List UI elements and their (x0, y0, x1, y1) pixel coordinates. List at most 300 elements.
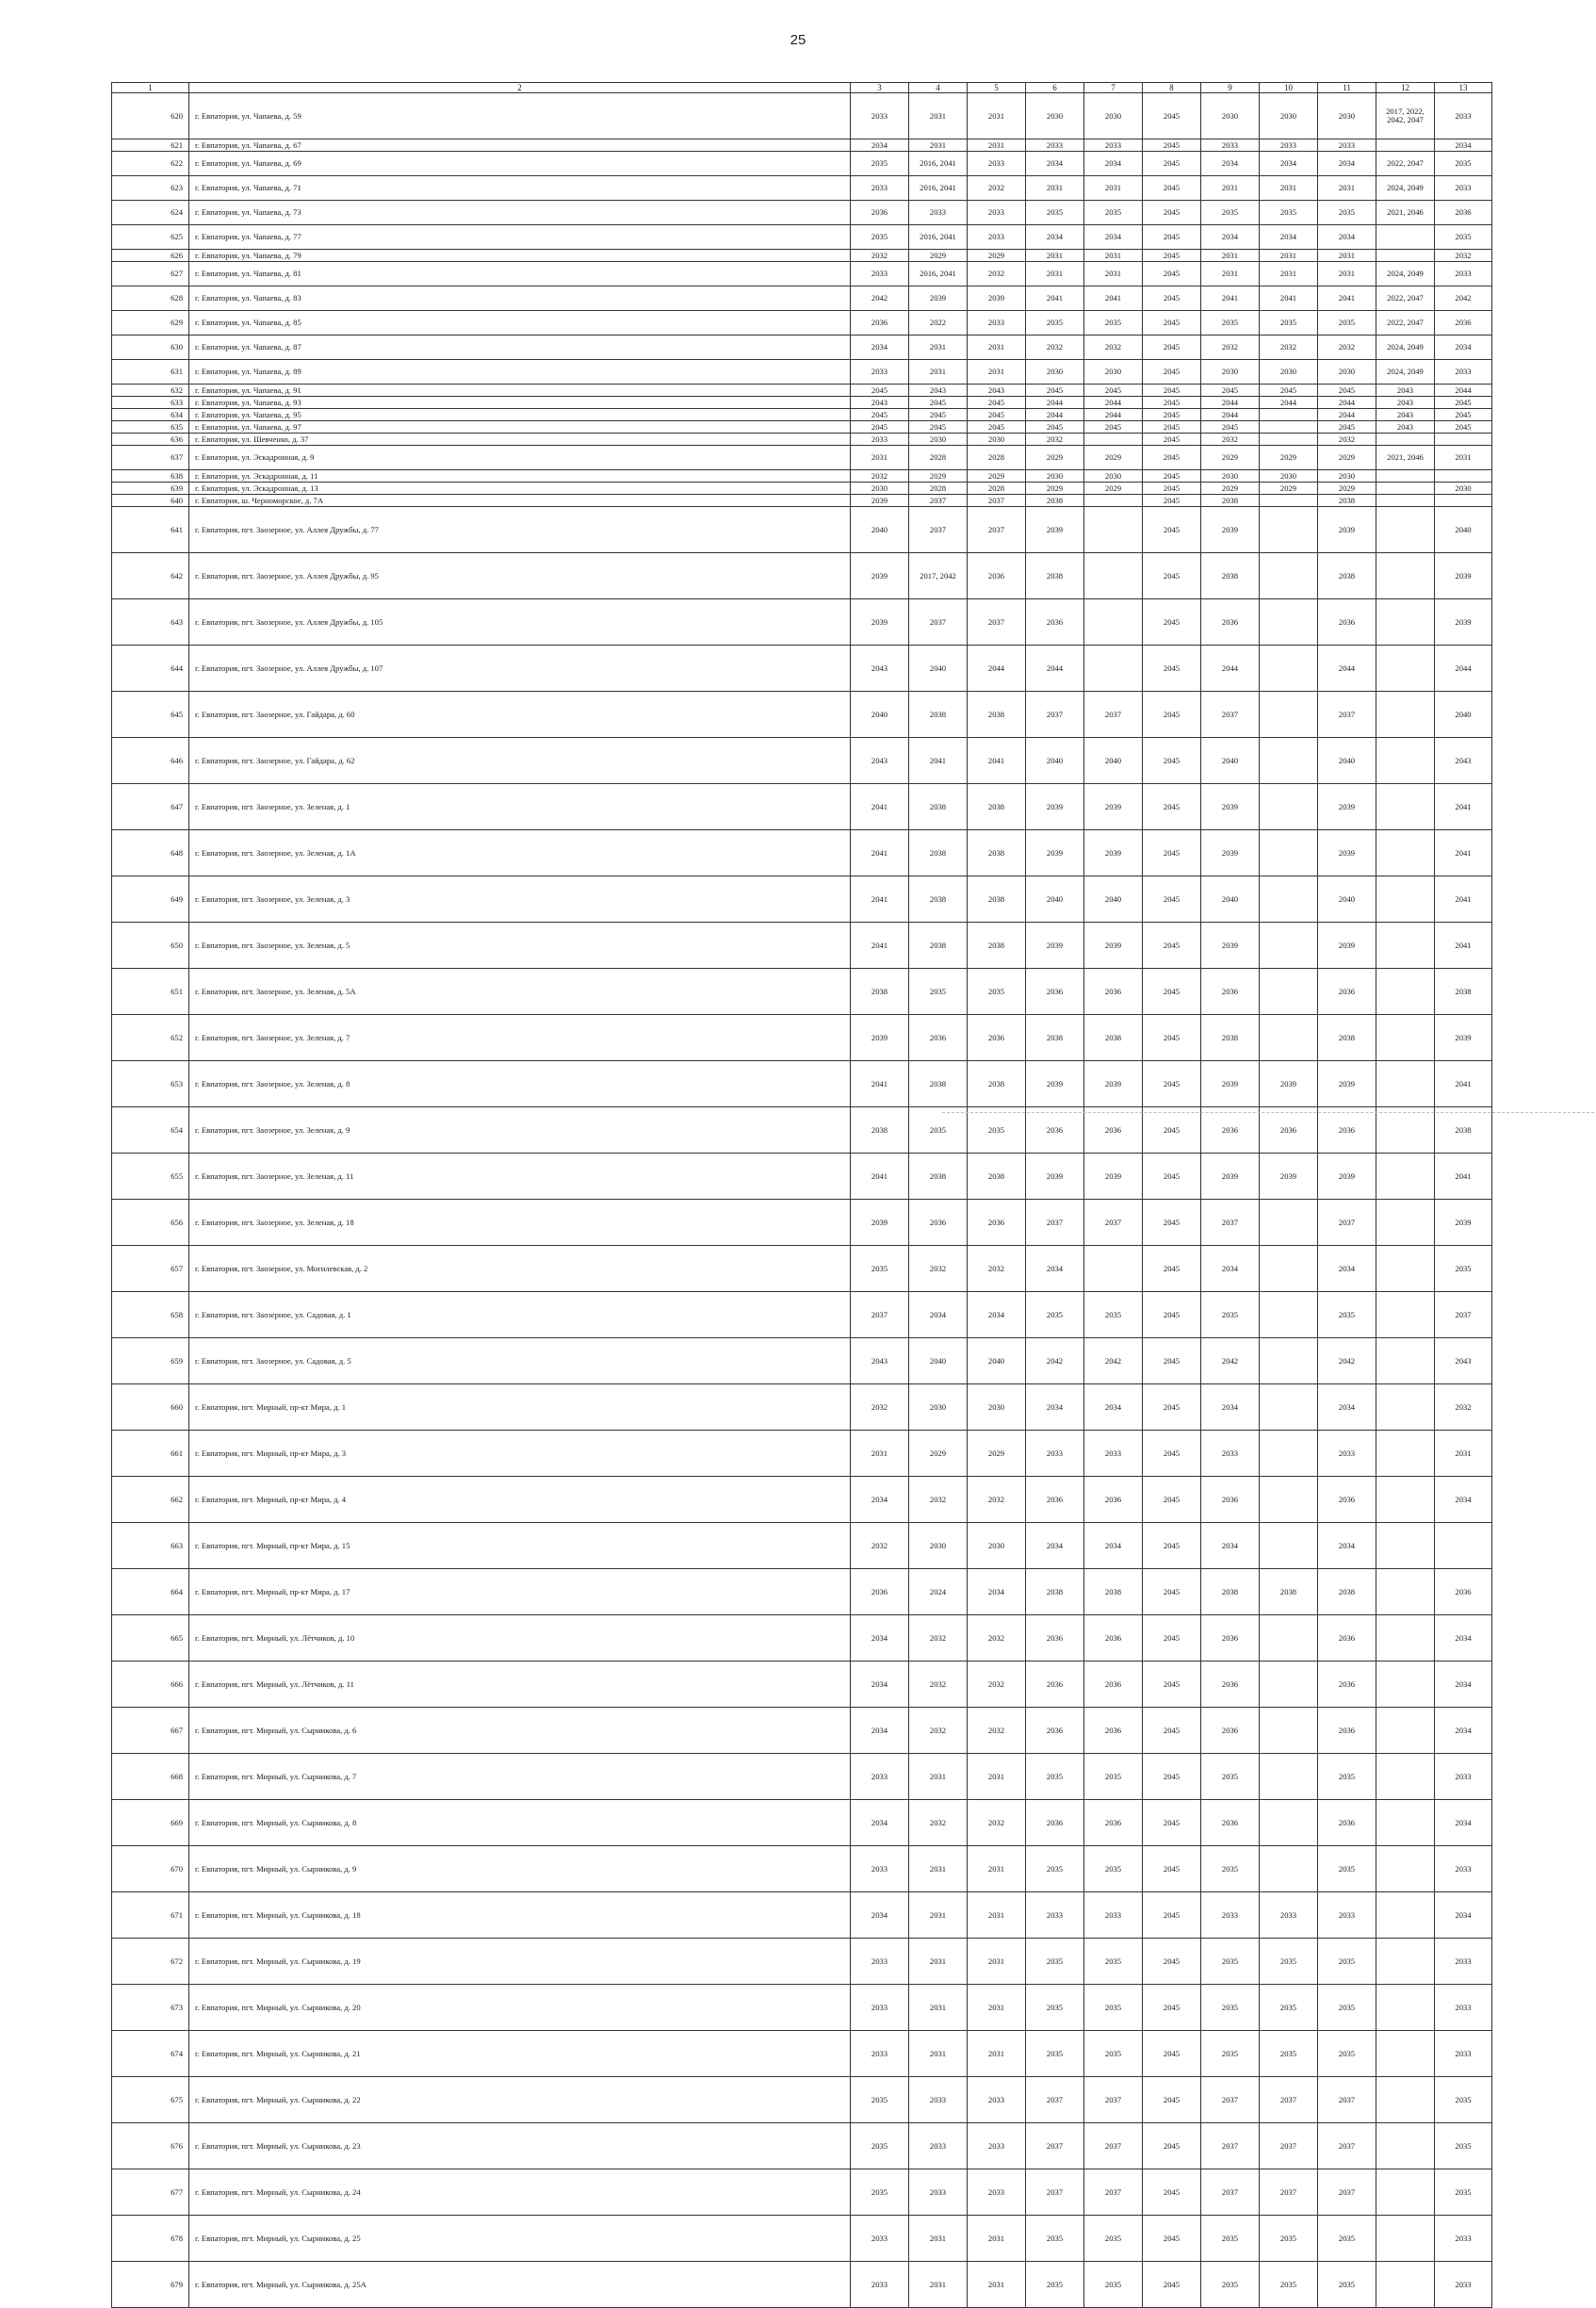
year-cell: 2033 (1026, 1892, 1084, 1939)
column-header: 4 (909, 83, 968, 93)
year-cell: 2045 (1143, 646, 1201, 692)
row-number: 669 (112, 1800, 189, 1846)
address-cell: г. Евпатория, пгт. Мирный, пр-кт Мира, д. 17 (189, 1569, 851, 1615)
year-cell: 2035 (1201, 1292, 1260, 1338)
year-cell: 2040 (909, 646, 968, 692)
year-cell (1376, 250, 1435, 262)
year-cell: 2044 (1435, 646, 1492, 692)
row-number: 623 (112, 176, 189, 201)
year-cell: 2029 (909, 1431, 968, 1477)
year-cell: 2035 (1318, 1754, 1376, 1800)
year-cell: 2034 (1026, 225, 1084, 250)
year-cell: 2035 (851, 152, 909, 176)
address-cell: г. Евпатория, ул. Эскадронная, д. 13 (189, 483, 851, 495)
year-cell: 2022 (909, 311, 968, 336)
year-cell: 2037 (1260, 2077, 1318, 2123)
table-row (112, 201, 1492, 225)
year-cell: 2036 (851, 311, 909, 336)
year-cell: 2033 (851, 360, 909, 385)
address-cell: г. Евпатория, пгт. Заозерное, ул. Аллея Дружбы, д. 105 (189, 599, 851, 646)
row-number: 677 (112, 2169, 189, 2216)
year-cell: 2037 (1318, 1200, 1376, 1246)
year-cell: 2029 (909, 250, 968, 262)
address-cell: г. Евпатория, пгт. Мирный, ул. Сырникова, д. 25 (189, 2216, 851, 2262)
year-cell: 2044 (1026, 397, 1084, 409)
row-number: 637 (112, 446, 189, 470)
year-cell: 2038 (968, 876, 1026, 923)
year-cell: 2039 (1318, 784, 1376, 830)
year-cell (1376, 1569, 1435, 1615)
address-cell: г. Евпатория, пгт. Мирный, ул. Сырникова, д. 6 (189, 1708, 851, 1754)
row-number: 657 (112, 1246, 189, 1292)
year-cell: 2045 (909, 397, 968, 409)
row-number: 653 (112, 1061, 189, 1107)
year-cell: 2041 (851, 1154, 909, 1200)
address-cell: г. Евпатория, пгт. Заозерное, ул. Гайдара, д. 62 (189, 738, 851, 784)
year-cell: 2035 (1435, 152, 1492, 176)
year-cell: 2036 (968, 1200, 1026, 1246)
year-cell: 2045 (1143, 152, 1201, 176)
table-row (112, 176, 1492, 201)
year-cell (1260, 495, 1318, 507)
year-cell: 2034 (1026, 1523, 1084, 1569)
year-cell: 2038 (1318, 1015, 1376, 1061)
year-cell: 2032 (909, 1615, 968, 1661)
year-cell (1260, 1292, 1318, 1338)
year-cell: 2039 (1026, 1061, 1084, 1107)
year-cell: 2035 (1260, 2262, 1318, 2308)
address-cell: г. Евпатория, ул. Чапаева, д. 81 (189, 262, 851, 286)
year-cell: 2039 (1318, 830, 1376, 876)
year-cell (1376, 1015, 1435, 1061)
year-cell: 2037 (968, 599, 1026, 646)
year-cell (1260, 784, 1318, 830)
year-cell: 2038 (1201, 1569, 1260, 1615)
year-cell: 2039 (851, 495, 909, 507)
year-cell (1260, 434, 1318, 446)
year-cell: 2038 (968, 923, 1026, 969)
year-cell: 2036 (1318, 1107, 1376, 1154)
address-cell: г. Евпатория, пгт. Мирный, ул. Сырникова, д. 9 (189, 1846, 851, 1892)
year-cell: 2039 (1201, 923, 1260, 969)
address-cell: г. Евпатория, ул. Чапаева, д. 95 (189, 409, 851, 421)
year-cell: 2041 (1435, 830, 1492, 876)
year-cell: 2045 (1143, 2262, 1201, 2308)
year-cell: 2034 (851, 1800, 909, 1846)
year-cell: 2041 (1435, 1061, 1492, 1107)
address-cell: г. Евпатория, пгт. Заозерное, ул. Могилевская, д. 2 (189, 1246, 851, 1292)
row-number: 626 (112, 250, 189, 262)
year-cell: 2035 (1084, 311, 1143, 336)
year-cell: 2032 (1318, 336, 1376, 360)
year-cell: 2036 (1026, 969, 1084, 1015)
address-cell: г. Евпатория, пгт. Мирный, ул. Сырникова, д. 22 (189, 2077, 851, 2123)
year-cell: 2040 (1435, 692, 1492, 738)
year-cell: 2038 (1260, 1569, 1318, 1615)
year-cell: 2035 (1026, 1292, 1084, 1338)
year-cell: 2037 (968, 507, 1026, 553)
year-cell (1260, 1615, 1318, 1661)
year-cell: 2039 (1084, 923, 1143, 969)
year-cell (1376, 1431, 1435, 1477)
table-row (112, 1754, 1492, 1800)
table-row (112, 1431, 1492, 1477)
year-cell: 2031 (968, 336, 1026, 360)
table-row (112, 311, 1492, 336)
year-cell: 2036 (1026, 1477, 1084, 1523)
year-cell: 2033 (1435, 262, 1492, 286)
address-cell: г. Евпатория, пгт. Мирный, ул. Сырникова, д. 21 (189, 2031, 851, 2077)
address-cell: г. Евпатория, ул. Чапаева, д. 69 (189, 152, 851, 176)
year-cell: 2035 (1026, 1846, 1084, 1892)
year-cell (1260, 1246, 1318, 1292)
year-cell: 2028 (968, 446, 1026, 470)
year-cell (1260, 1384, 1318, 1431)
year-cell: 2041 (1435, 923, 1492, 969)
row-number: 635 (112, 421, 189, 434)
year-cell: 2031 (968, 1985, 1026, 2031)
year-cell (1084, 646, 1143, 692)
year-cell: 2031 (968, 93, 1026, 139)
year-cell: 2033 (1084, 1431, 1143, 1477)
year-cell: 2041 (1084, 286, 1143, 311)
year-cell: 2040 (1084, 738, 1143, 784)
year-cell: 2033 (1435, 2031, 1492, 2077)
year-cell: 2035 (1201, 1754, 1260, 1800)
year-cell: 2035 (1084, 1939, 1143, 1985)
year-cell: 2037 (1026, 2123, 1084, 2169)
year-cell: 2043 (1435, 1338, 1492, 1384)
year-cell: 2033 (1084, 1892, 1143, 1939)
year-cell: 2045 (1143, 1431, 1201, 1477)
year-cell: 2036 (1026, 1708, 1084, 1754)
year-cell: 2029 (1026, 446, 1084, 470)
year-cell: 2034 (851, 1892, 909, 1939)
table-row (112, 1292, 1492, 1338)
year-cell: 2035 (1260, 1939, 1318, 1985)
address-cell: г. Евпатория, пгт. Мирный, пр-кт Мира, д. 1 (189, 1384, 851, 1431)
year-cell: 2031 (968, 1754, 1026, 1800)
year-cell: 2037 (1084, 2123, 1143, 2169)
year-cell: 2037 (1435, 1292, 1492, 1338)
address-cell: г. Евпатория, ул. Чапаева, д. 79 (189, 250, 851, 262)
table-row (112, 2216, 1492, 2262)
year-cell: 2035 (851, 2169, 909, 2216)
year-cell: 2041 (851, 830, 909, 876)
year-cell: 2045 (1143, 1892, 1201, 1939)
year-cell: 2038 (1201, 495, 1260, 507)
year-cell: 2032 (909, 1661, 968, 1708)
table-row (112, 152, 1492, 176)
address-cell: г. Евпатория, пгт. Заозерное, ул. Аллея Дружбы, д. 95 (189, 553, 851, 599)
row-number: 638 (112, 470, 189, 483)
year-cell: 2039 (1201, 784, 1260, 830)
year-cell: 2038 (968, 830, 1026, 876)
row-number: 652 (112, 1015, 189, 1061)
year-cell: 2021, 2046 (1376, 201, 1435, 225)
year-cell: 2030 (1026, 470, 1084, 483)
year-cell: 2045 (1143, 1800, 1201, 1846)
table-row (112, 139, 1492, 152)
year-cell: 2040 (851, 507, 909, 553)
address-cell: г. Евпатория, пгт. Заозерное, ул. Зеленая, д. 1 (189, 784, 851, 830)
year-cell: 2035 (1026, 311, 1084, 336)
row-number: 621 (112, 139, 189, 152)
row-number: 673 (112, 1985, 189, 2031)
year-cell: 2037 (1260, 2123, 1318, 2169)
year-cell: 2037 (1201, 2077, 1260, 2123)
table-row (112, 507, 1492, 553)
year-cell: 2035 (1201, 2216, 1260, 2262)
address-cell: г. Евпатория, ул. Чапаева, д. 85 (189, 311, 851, 336)
table-row (112, 738, 1492, 784)
year-cell: 2045 (1143, 507, 1201, 553)
year-cell: 2045 (1143, 397, 1201, 409)
year-cell: 2045 (1143, 1939, 1201, 1985)
year-cell: 2045 (1143, 1708, 1201, 1754)
row-number: 671 (112, 1892, 189, 1939)
year-cell: 2045 (1143, 830, 1201, 876)
row-number: 658 (112, 1292, 189, 1338)
year-cell: 2034 (1435, 139, 1492, 152)
address-cell: г. Евпатория, ул. Чапаева, д. 59 (189, 93, 851, 139)
year-cell: 2032 (909, 1477, 968, 1523)
year-cell (1376, 1939, 1435, 1985)
row-number: 656 (112, 1200, 189, 1246)
row-number: 639 (112, 483, 189, 495)
year-cell: 2034 (968, 1292, 1026, 1338)
year-cell (1260, 923, 1318, 969)
year-cell: 2042 (1026, 1338, 1084, 1384)
year-cell: 2030 (851, 483, 909, 495)
year-cell: 2035 (851, 2123, 909, 2169)
year-cell (1084, 495, 1143, 507)
year-cell: 2044 (1318, 409, 1376, 421)
year-cell (1435, 434, 1492, 446)
year-cell: 2040 (1026, 876, 1084, 923)
year-cell: 2030 (1318, 470, 1376, 483)
year-cell: 2031 (909, 360, 968, 385)
year-cell: 2035 (1084, 1985, 1143, 2031)
year-cell: 2044 (1201, 646, 1260, 692)
year-cell: 2039 (1084, 1061, 1143, 1107)
year-cell: 2037 (1201, 2169, 1260, 2216)
year-cell: 2036 (1026, 599, 1084, 646)
address-cell: г. Евпатория, пгт. Заозерное, ул. Зеленая, д. 18 (189, 1200, 851, 1246)
year-cell: 2031 (909, 1754, 968, 1800)
year-cell: 2036 (1201, 1661, 1260, 1708)
year-cell: 2036 (1201, 969, 1260, 1015)
year-cell (1260, 1661, 1318, 1708)
year-cell: 2041 (1201, 286, 1260, 311)
column-header: 2 (189, 83, 851, 93)
year-cell (1260, 738, 1318, 784)
row-number: 646 (112, 738, 189, 784)
year-cell: 2045 (1143, 923, 1201, 969)
year-cell: 2045 (1143, 1384, 1201, 1431)
year-cell: 2033 (909, 2169, 968, 2216)
address-cell: г. Евпатория, пгт. Мирный, ул. Сырникова, д. 18 (189, 1892, 851, 1939)
year-cell: 2031 (909, 336, 968, 360)
year-cell: 2045 (1143, 385, 1201, 397)
year-cell: 2038 (1084, 1569, 1143, 1615)
year-cell: 2030 (1260, 470, 1318, 483)
year-cell (1376, 139, 1435, 152)
year-cell: 2045 (851, 409, 909, 421)
year-cell: 2036 (1318, 1800, 1376, 1846)
year-cell: 2035 (1084, 2031, 1143, 2077)
year-cell: 2045 (1143, 1292, 1201, 1338)
year-cell: 2016, 2041 (909, 262, 968, 286)
year-cell: 2036 (1201, 1477, 1260, 1523)
year-cell: 2034 (1084, 1384, 1143, 1431)
year-cell: 2035 (1084, 2262, 1143, 2308)
year-cell: 2035 (1318, 2216, 1376, 2262)
row-number: 665 (112, 1615, 189, 1661)
year-cell: 2030 (1026, 360, 1084, 385)
table-body (112, 83, 1492, 2308)
address-cell: г. Евпатория, пгт. Заозерное, ул. Зеленая, д. 3 (189, 876, 851, 923)
row-number: 627 (112, 262, 189, 286)
year-cell: 2032 (1026, 434, 1084, 446)
year-cell: 2036 (1026, 1107, 1084, 1154)
year-cell: 2035 (1201, 201, 1260, 225)
year-cell: 2031 (909, 1985, 968, 2031)
table-row (112, 692, 1492, 738)
year-cell: 2031 (968, 139, 1026, 152)
year-cell: 2035 (1026, 201, 1084, 225)
year-cell: 2035 (1435, 2123, 1492, 2169)
year-cell: 2037 (1201, 2123, 1260, 2169)
year-cell: 2033 (1435, 1985, 1492, 2031)
year-cell (1084, 434, 1143, 446)
year-cell: 2022, 2047 (1376, 152, 1435, 176)
year-cell (1260, 1754, 1318, 1800)
year-cell: 2029 (1260, 483, 1318, 495)
year-cell: 2045 (1318, 421, 1376, 434)
year-cell: 2029 (968, 470, 1026, 483)
year-cell (1376, 495, 1435, 507)
row-number: 670 (112, 1846, 189, 1892)
year-cell: 2036 (1201, 599, 1260, 646)
year-cell: 2034 (1318, 1246, 1376, 1292)
address-cell: г. Евпатория, ул. Чапаева, д. 87 (189, 336, 851, 360)
year-cell: 2034 (851, 1708, 909, 1754)
year-cell: 2038 (909, 923, 968, 969)
address-cell: г. Евпатория, ул. Чапаева, д. 77 (189, 225, 851, 250)
table-row (112, 969, 1492, 1015)
year-cell (1376, 1523, 1435, 1569)
table-row (112, 397, 1492, 409)
year-cell: 2033 (968, 311, 1026, 336)
year-cell: 2045 (968, 409, 1026, 421)
row-number: 648 (112, 830, 189, 876)
year-cell: 2040 (1084, 876, 1143, 923)
year-cell: 2045 (1143, 738, 1201, 784)
year-cell: 2036 (909, 1200, 968, 1246)
year-cell: 2036 (968, 553, 1026, 599)
year-cell: 2036 (1201, 1107, 1260, 1154)
year-cell: 2034 (851, 1477, 909, 1523)
year-cell (1376, 1846, 1435, 1892)
table-row (112, 421, 1492, 434)
column-header: 3 (851, 83, 909, 93)
year-cell: 2037 (1318, 2077, 1376, 2123)
row-number: 640 (112, 495, 189, 507)
row-number: 664 (112, 1569, 189, 1615)
year-cell: 2045 (1143, 93, 1201, 139)
year-cell (1376, 2169, 1435, 2216)
year-cell: 2039 (1260, 1061, 1318, 1107)
year-cell (1376, 1107, 1435, 1154)
table-row (112, 1246, 1492, 1292)
year-cell (1376, 225, 1435, 250)
year-cell: 2039 (1084, 830, 1143, 876)
row-number: 629 (112, 311, 189, 336)
year-cell: 2042 (1201, 1338, 1260, 1384)
year-cell: 2044 (968, 646, 1026, 692)
year-cell: 2038 (909, 830, 968, 876)
year-cell: 2021, 2046 (1376, 446, 1435, 470)
year-cell: 2034 (1084, 152, 1143, 176)
year-cell: 2041 (1026, 286, 1084, 311)
year-cell: 2032 (851, 250, 909, 262)
year-cell (1376, 923, 1435, 969)
year-cell: 2039 (851, 553, 909, 599)
year-cell: 2045 (1143, 1015, 1201, 1061)
year-cell: 2035 (1260, 201, 1318, 225)
year-cell: 2034 (1435, 1892, 1492, 1939)
row-number: 620 (112, 93, 189, 139)
year-cell: 2034 (1318, 1523, 1376, 1569)
year-cell: 2035 (1318, 2262, 1376, 2308)
year-cell: 2036 (1084, 969, 1143, 1015)
year-cell: 2045 (1143, 876, 1201, 923)
year-cell: 2033 (968, 2077, 1026, 2123)
row-number: 661 (112, 1431, 189, 1477)
year-cell: 2035 (1318, 1939, 1376, 1985)
year-cell: 2029 (1084, 446, 1143, 470)
row-number: 632 (112, 385, 189, 397)
year-cell: 2032 (968, 1615, 1026, 1661)
table-row (112, 2262, 1492, 2308)
year-cell: 2036 (968, 1015, 1026, 1061)
column-header: 12 (1376, 83, 1435, 93)
year-cell: 2036 (1201, 1615, 1260, 1661)
year-cell (1260, 1846, 1318, 1892)
year-cell: 2045 (1143, 201, 1201, 225)
year-cell: 2045 (1143, 1615, 1201, 1661)
year-cell: 2033 (851, 176, 909, 201)
year-cell: 2045 (1143, 176, 1201, 201)
year-cell: 2045 (1143, 1246, 1201, 1292)
year-cell: 2034 (1318, 152, 1376, 176)
year-cell (1376, 1708, 1435, 1754)
year-cell: 2033 (909, 201, 968, 225)
column-header: 6 (1026, 83, 1084, 93)
year-cell: 2030 (968, 1523, 1026, 1569)
year-cell: 2038 (1026, 1015, 1084, 1061)
year-cell: 2032 (1435, 1384, 1492, 1431)
table-row (112, 250, 1492, 262)
year-cell: 2045 (1143, 1107, 1201, 1154)
year-cell: 2031 (1435, 446, 1492, 470)
year-cell: 2038 (909, 1154, 968, 1200)
year-cell: 2038 (1318, 553, 1376, 599)
row-number: 663 (112, 1523, 189, 1569)
year-cell (1376, 692, 1435, 738)
year-cell: 2029 (1201, 446, 1260, 470)
